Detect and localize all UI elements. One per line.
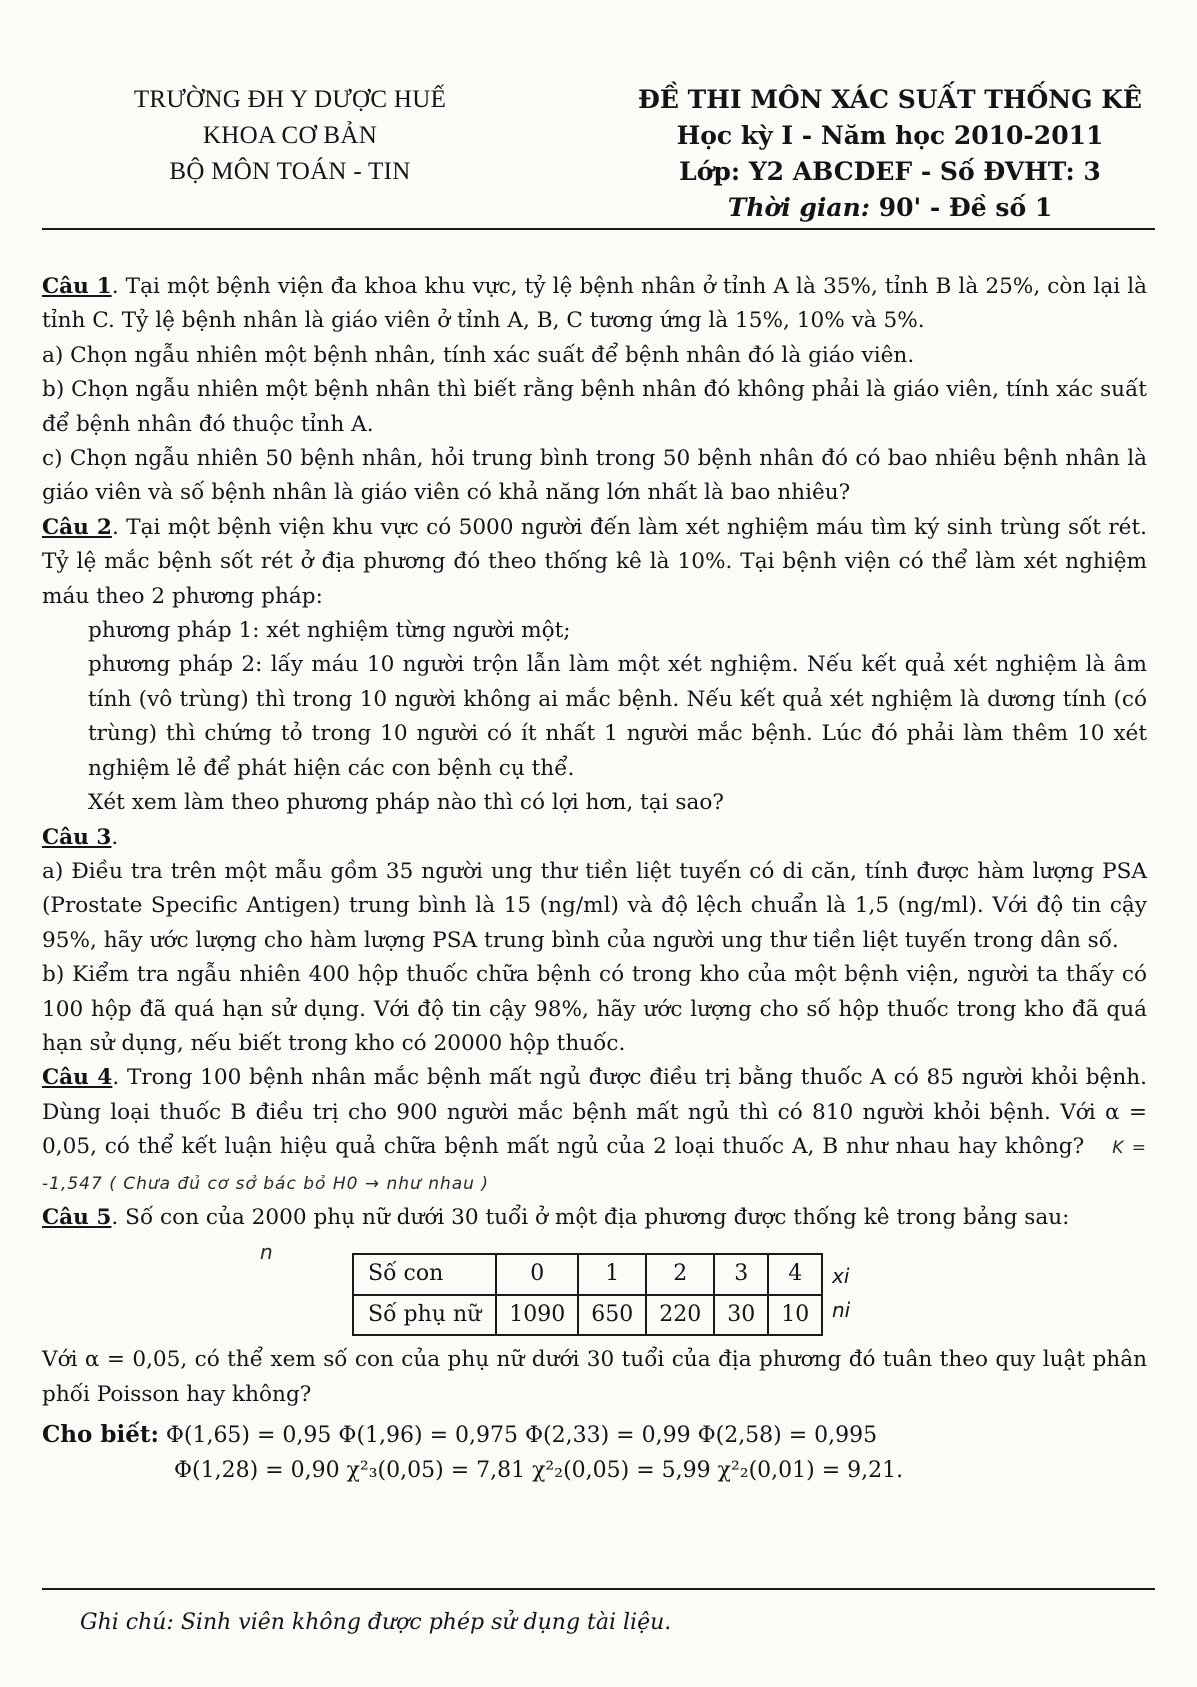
question-3-label: Câu 3 (42, 824, 112, 850)
question-5 (42, 1201, 1147, 1264)
table-cell: 4 (768, 1254, 822, 1294)
exam-header (0, 82, 1197, 232)
question-1-intro: . Tại một bệnh viện đa khoa khu vực, tỷ lệ bệnh nhân ở tỉnh A là 35%, tỉnh B là 25%, còn lại là tỉnh C. Tỷ lệ bệnh nhân là giáo viên ở tỉnh A, B, C tương ứng là 15%, 10% và 5%. (42, 274, 1148, 334)
question-1c: c) Chọn ngẫu nhiên 50 bệnh nhân, hỏi trung bình trong 50 bệnh nhân đó có bao nhiêu bệnh nhân là giáo viên và số bệnh nhân là giáo viên có khả năng lớn nhất là bao nhiêu? (42, 446, 1147, 506)
given-formula-2: Φ(1,28) = 0,90 χ²₃(0,05) = 7,81 χ²₂(0,05) = 5,99 χ²₂(0,01) = 9,21. (174, 1457, 904, 1483)
class-info: Lớp: Y2 ABCDEF - Số ĐVHT: 3 (679, 157, 1101, 186)
question-3-dot: . (111, 824, 119, 850)
question-2-intro: . Tại một bệnh viện khu vực có 5000 người đến làm xét nghiệm máu tìm ký sinh trùng sốt rét. Tỷ lệ mắc bệnh sốt rét ở địa phương đó theo thống kê là 10%. Tại bệnh viện có thể làm xét nghiệm máu theo 2 phương pháp: (42, 514, 1147, 609)
exam-body (42, 270, 1147, 1488)
table-cell: 1 (578, 1254, 646, 1294)
question-2 (42, 511, 1147, 614)
table-row (353, 1295, 822, 1335)
table-cell: 10 (768, 1295, 822, 1335)
question-2-label: Câu 2 (42, 514, 112, 540)
question-3b: b) Kiểm tra ngẫu nhiên 400 hộp thuốc chữa bệnh có trong kho của một bệnh viện, người ta thấy có 100 hộp đã quá hạn sử dụng. Với độ tin cậy 98%, hãy ước lượng cho số hộp thuốc trong kho đã quá hạn sử dụng, nếu biết trong kho có 20000 hộp thuốc. (42, 962, 1147, 1056)
time-label: Thời gian: (727, 193, 870, 222)
question-4-text: . Trong 100 bệnh nhân mắc bệnh mất ngủ được điều trị bằng thuốc A có 85 người khỏi bệnh. Dùng loại thuốc B điều trị cho 900 người mắc bệnh mất ngủ thì có 810 người khỏi bệnh. Với α = 0,05, có thể kết luận hiệu quả chữa bệnh mất ngủ của 2 loại thuốc A, B như nhau hay không? (42, 1065, 1147, 1160)
exam-title: ĐỀ THI MÔN XÁC SUẤT THỐNG KÊ (638, 85, 1142, 114)
question-1b: b) Chọn ngẫu nhiên một bệnh nhân thì biết rằng bệnh nhân đó không phải là giáo viên, tính xác suất để bệnh nhân đó thuộc tỉnh A. (42, 377, 1147, 437)
time-line (620, 190, 1160, 226)
table-cell: 650 (578, 1295, 646, 1335)
question-2-ask: Xét xem làm theo phương pháp nào thì có lợi hơn, tại sao? (88, 790, 724, 816)
question-5-after: Với α = 0,05, có thể xem số con của phụ nữ dưới 30 tuổi của địa phương đó tuân theo quy luật phân phối Poisson hay không? (42, 1347, 1147, 1407)
question-1-label: Câu 1 (42, 274, 112, 299)
handwritten-xi: xi (832, 1264, 850, 1289)
method-2 (42, 648, 1147, 786)
header-divider (42, 228, 1155, 230)
semester: Học kỳ I - Năm học 2010-2011 (676, 121, 1104, 150)
question-3a: a) Điều tra trên một mẫu gồm 35 người ung thư tiền liệt tuyến có di căn, tính được hàm lượng PSA (Prostate Specific Antigen) trung bình là 15 (ng/ml) và độ lệch chuẩn là 1,5 (ng/ml). Với độ tin cậy 95%, hãy ước lượng cho hàm lượng PSA trung bình của người ung thư tiền liệt tuyến trong dân số. (42, 858, 1147, 953)
given-label: Cho biết: (42, 1421, 159, 1449)
time-value: 90' - Đề số 1 (870, 193, 1053, 222)
given-line-1 (42, 1418, 1147, 1453)
table-cell: 1090 (496, 1295, 578, 1335)
question-5-label: Câu 5 (42, 1204, 112, 1230)
footer-divider (42, 1588, 1155, 1590)
department-name: BỘ MÔN TOÁN - TIN (169, 158, 411, 185)
handwritten-n: n (260, 1239, 273, 1264)
table-cell: 0 (496, 1254, 578, 1294)
method-1: phương pháp 1: xét nghiệm từng người một; (88, 618, 571, 644)
exam-info-block (620, 82, 1160, 226)
given-line-2 (42, 1454, 1147, 1488)
children-table (352, 1253, 823, 1336)
footer-note: Ghi chú: Sinh viên không được phép sử dụng tài liệu. (80, 1610, 672, 1635)
question-5-text: . Số con của 2000 phụ nữ dưới 30 tuổi ở một địa phương được thống kê trong bảng sau: (111, 1204, 1070, 1230)
table-cell: 30 (714, 1295, 768, 1335)
children-table-wrap (352, 1253, 1147, 1343)
table-cell: 3 (714, 1254, 768, 1294)
question-4 (42, 1061, 1147, 1201)
handwritten-ni: ni (832, 1298, 851, 1323)
institution-block (110, 82, 470, 190)
table-cell: 220 (646, 1295, 714, 1335)
row-label-women: Số phụ nữ (353, 1295, 496, 1335)
row-label-children: Số con (353, 1254, 496, 1294)
question-3 (42, 821, 1147, 855)
school-name: TRƯỜNG ĐH Y DƯỢC HUẾ (133, 86, 447, 113)
given-formula-1: Φ(1,65) = 0,95 Φ(1,96) = 0,975 Φ(2,33) = 0,99 Φ(2,58) = 0,995 (165, 1423, 878, 1449)
question-1 (42, 270, 1147, 339)
table-row (353, 1254, 822, 1294)
method-2-text: phương pháp 2: lấy máu 10 người trộn lẫn làm một xét nghiệm. Nếu kết quả xét nghiệm là âm tính (vô trùng) thì trong 10 người không ai mắc bệnh. Nếu kết quả xét nghiệm là dương tính (có trùng) thì chứng tỏ trong 10 người có ít nhất 1 người mắc bệnh. Lúc đó phải làm thêm 10 xét nghiệm lẻ để phát hiện các con bệnh cụ thể. (88, 652, 1147, 781)
question-1a: a) Chọn ngẫu nhiên một bệnh nhân, tính xác suất để bệnh nhân đó là giáo viên. (42, 342, 915, 368)
question-4-label: Câu 4 (42, 1065, 113, 1091)
table-cell: 2 (646, 1254, 714, 1294)
handwritten-note: K = -1,547 ( Chưa đủ cơ sở bác bỏ H0 → như nhau ) (42, 1138, 1147, 1194)
faculty-name: KHOA CƠ BẢN (202, 122, 378, 149)
